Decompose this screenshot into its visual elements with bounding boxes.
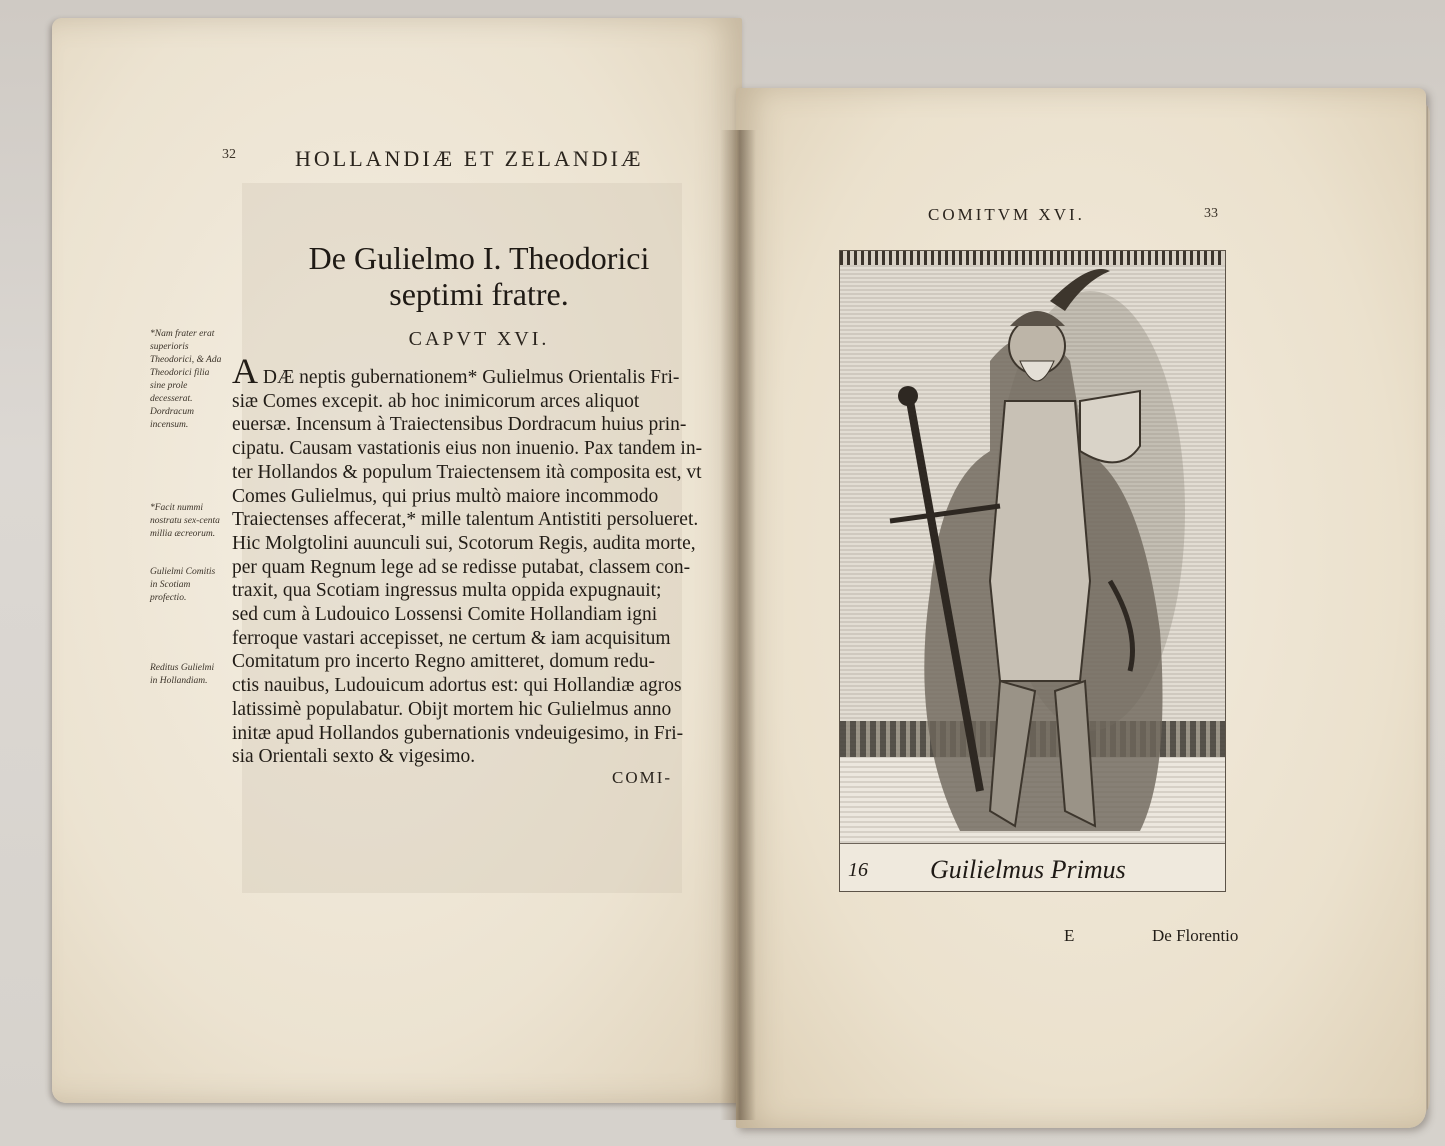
plate-caption: Guilielmus Primus (930, 855, 1126, 884)
right-catchword: De Florentio (1152, 926, 1239, 945)
body-line: sia Orientali sexto & vigesimo. (232, 746, 476, 768)
first-word-rest: DÆ (262, 367, 295, 388)
engraved-portrait-plate (839, 250, 1226, 892)
body-line: siæ Comes excepit. ab hoc inimicorum arces aliquot (232, 390, 640, 412)
body-line: ctis nauibus, Ludouicum adortus est: qui Hollandiæ agros (232, 675, 682, 697)
chapter-title-line: De Gulielmo I. Theodorici (308, 240, 650, 276)
body-line: Traiectenses affecerat,* mille talentum Antistiti persolueret. (232, 509, 699, 531)
open-book (44, 10, 1434, 1135)
chapter-number: CAPVT XVI. (408, 328, 550, 350)
body-line: sed cum à Ludouico Lossensi Comite Hollandiam igni (232, 604, 658, 626)
body-line: latissimè populabatur. Obijt mortem hic Gulielmus anno (232, 698, 672, 720)
signature-mark: E (1064, 926, 1075, 945)
knight-figure-illustration (840, 251, 1225, 843)
left-page (52, 18, 742, 1103)
body-line: Comitatum pro incerto Regno amitteret, domum redu- (232, 651, 655, 673)
right-running-head: COMITVM XVI. (928, 205, 1085, 224)
body-line: traxit, qua Scotiam ingressus multa oppida expugnauit; (232, 580, 662, 602)
right-page-number: 33 (1204, 206, 1218, 221)
drop-cap: A (232, 351, 258, 391)
body-line: ferroque vastari accepisset, ne certum & iam acquisitum (232, 627, 671, 649)
chapter-title (264, 240, 694, 312)
book-gutter (720, 130, 756, 1120)
body-line: per quam Regnum lege ad se redisse putabat, classem con- (232, 556, 691, 578)
body-line: Comes Gulielmus, qui prius multò maiore incommodo (232, 485, 659, 507)
body-line-first (232, 351, 680, 391)
body-text (232, 351, 703, 769)
margin-note: Reditus Gulielmi in Hollandiam. (150, 663, 215, 686)
left-running-head: HOLLANDIÆ ET ZELANDIÆ (295, 146, 644, 171)
body-line: cipatu. Causam vastationis eius non inuenio. Pax tandem in- (232, 438, 703, 460)
body-line: euersæ. Incensum à Traiectensibus Dordracum huius prin- (232, 414, 687, 436)
margin-note: *Facit nummi nostratu sex-centa millia æcreorum. (150, 503, 220, 539)
body-line: neptis gubernationem* Gulielmus Orientalis Fri- (299, 367, 680, 388)
body-line: initæ apud Hollandos gubernationis vndeuigesimo, in Fri- (232, 722, 684, 744)
body-line: Hic Molgtolini auunculi sui, Scotorum Regis, audita morte, (232, 532, 696, 554)
left-page-number: 32 (222, 147, 236, 162)
margin-note: Gulielmi Comitis in Scotiam profectio. (150, 567, 216, 603)
margin-note: *Nam frater erat superioris Theodorici, & Ada Theodorici filia sine prole decesserat. Dordracum incensum. (150, 329, 222, 430)
chapter-title-line: septimi fratre. (389, 276, 569, 312)
left-catchword: COMI- (612, 768, 673, 787)
plate-number: 16 (848, 859, 868, 881)
body-line: ter Hollandos & populum Traiectensem ità composita est, vt (232, 461, 702, 483)
